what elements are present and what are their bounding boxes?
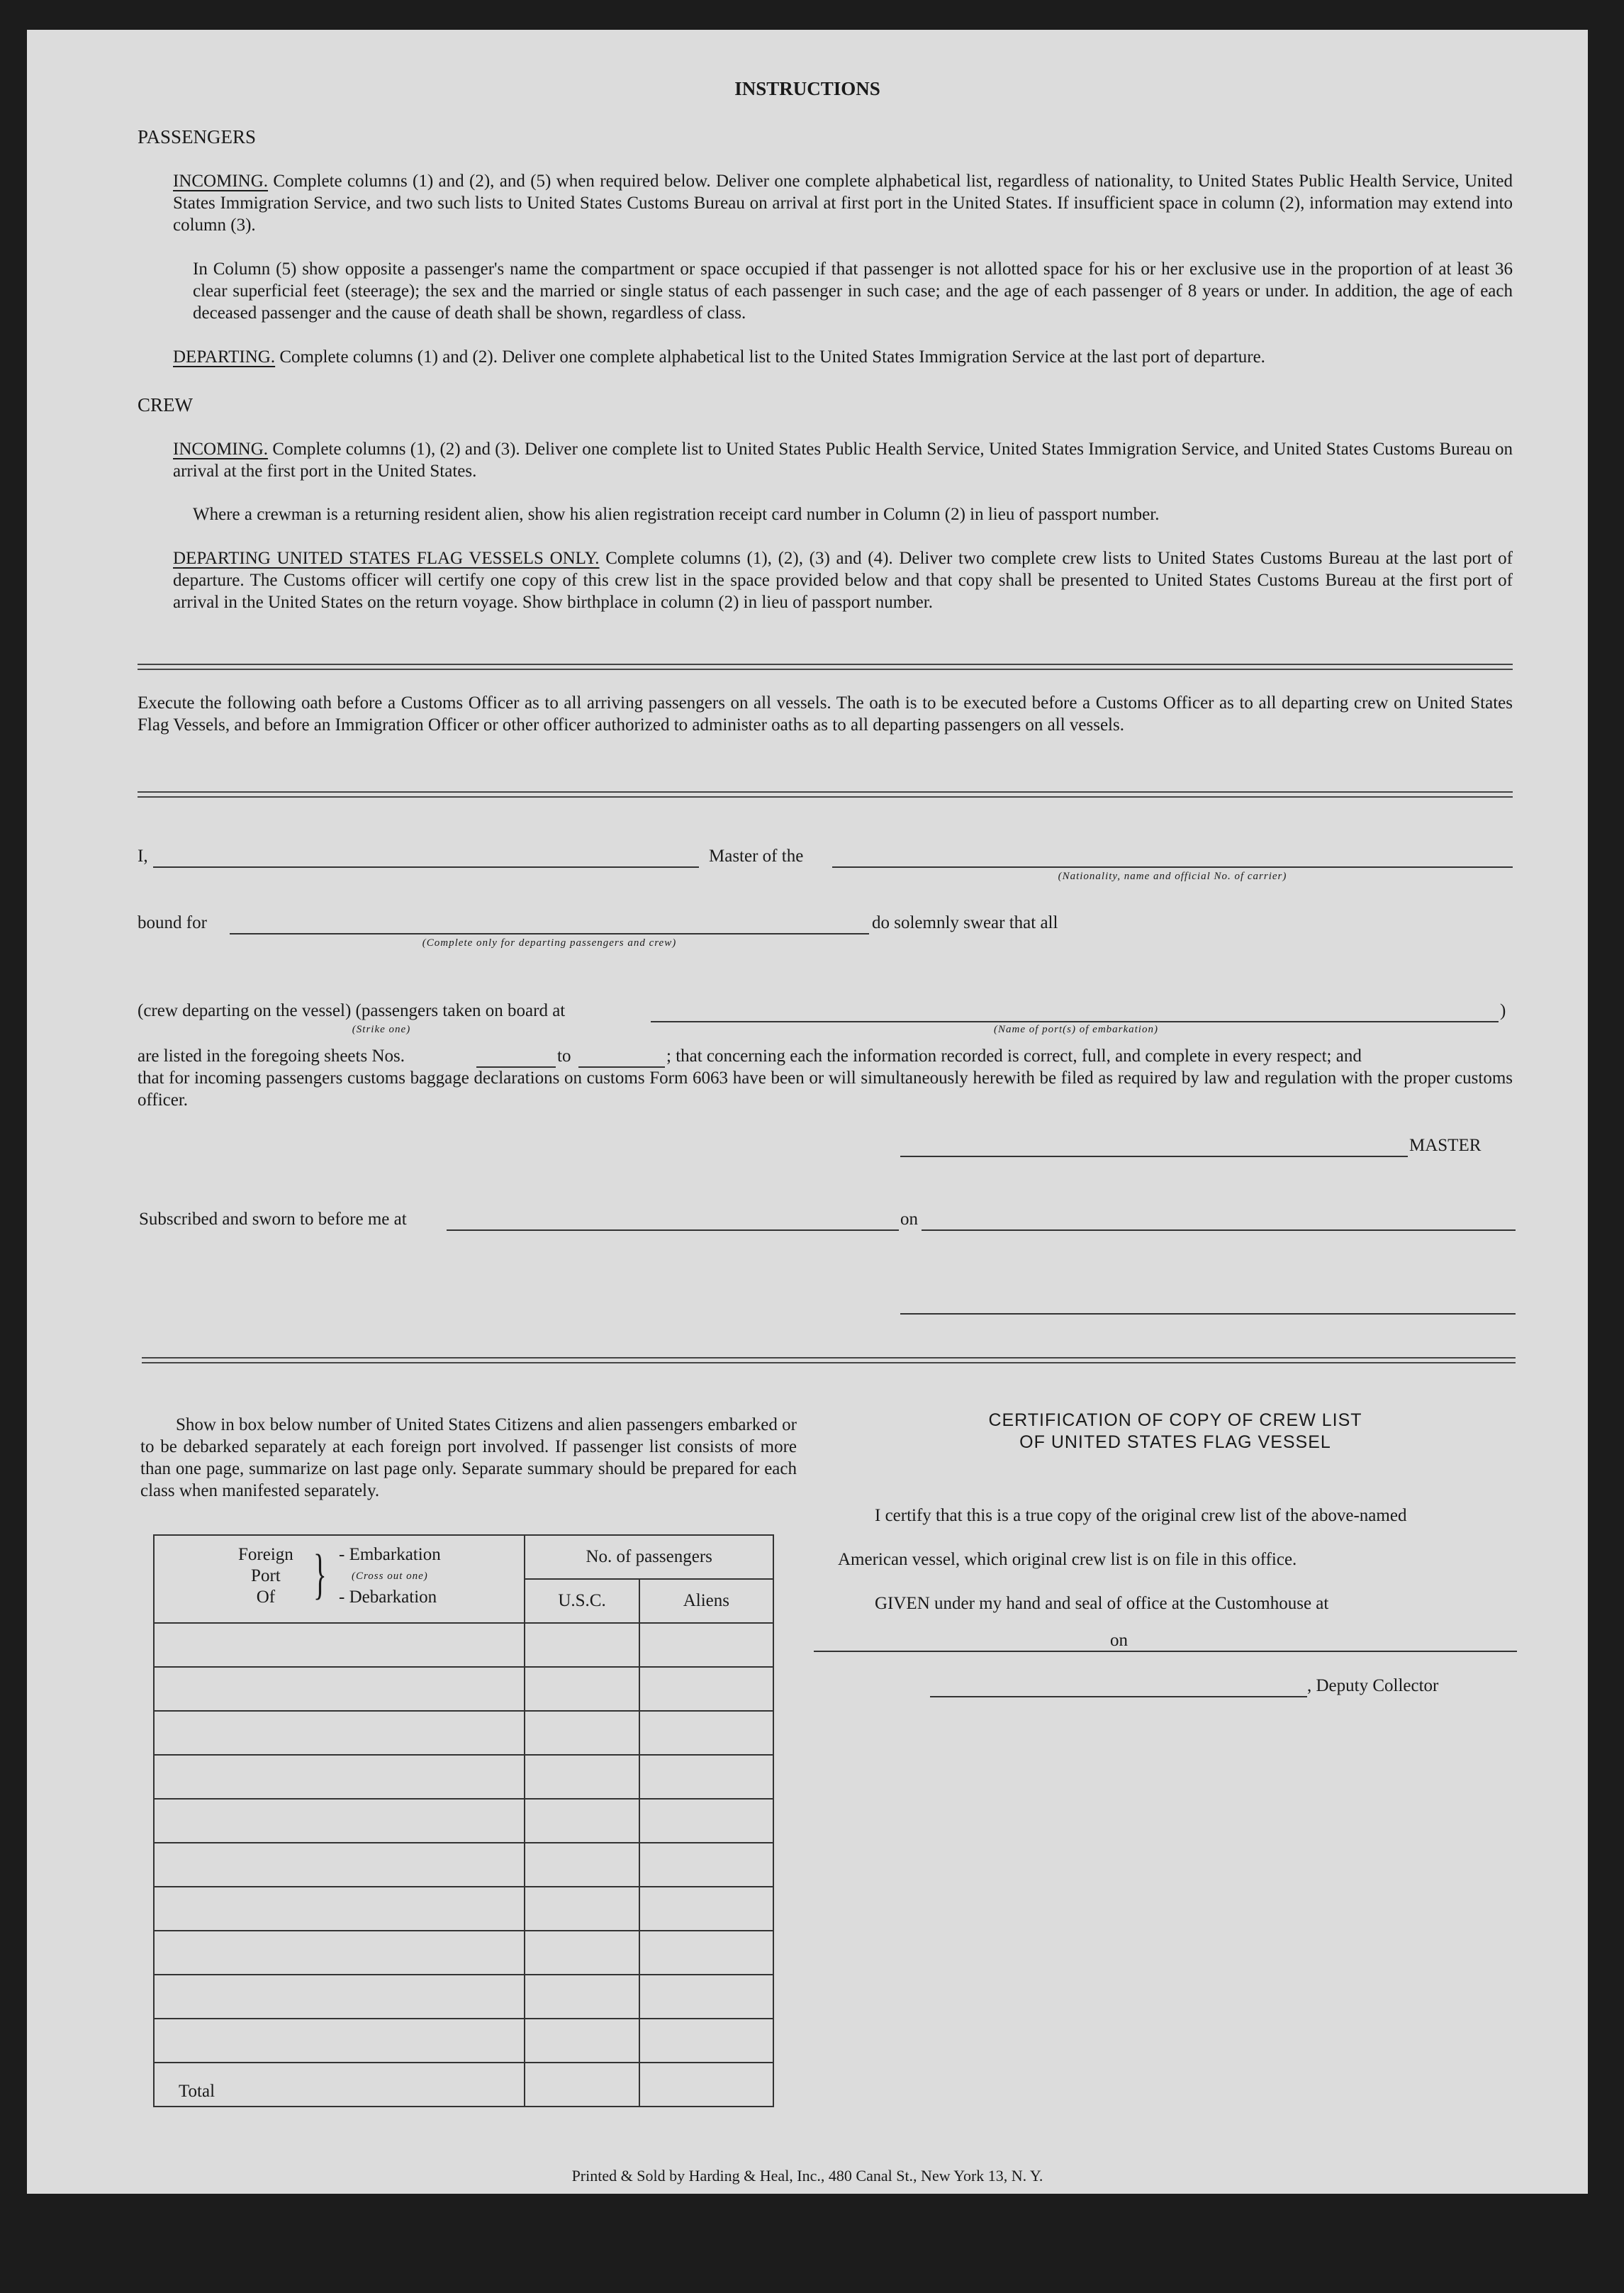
listed-rest: that for incoming passengers customs baggage declarations on customs Form 6063 have been or will simultaneously herewith be filed as required by law and regulation with the proper customs officer.: [138, 1069, 1513, 1110]
bound-for-label: bound for: [138, 913, 207, 932]
aliens-header: Aliens: [639, 1579, 773, 1623]
port-cell[interactable]: [154, 1711, 525, 1755]
customhouse-field[interactable]: [814, 1651, 1136, 1652]
usc-cell[interactable]: [525, 1887, 639, 1931]
crew-departing-label: DEPARTING UNITED STATES FLAG VESSELS ONLY.: [173, 549, 600, 568]
sworn-on-label: on: [900, 1210, 918, 1229]
passengers-heading: PASSENGERS: [138, 126, 257, 147]
port-cell[interactable]: [154, 1931, 525, 1975]
summary-instructions: Show in box below number of United States Citizens and alien passengers embarked or to be debarked separately at each foreign port involved. If passenger list consists of more than one page, summarize on last page only. Separate summary should be prepared for each class when manifested separately.: [140, 1415, 797, 1500]
table-row: [154, 1799, 773, 1843]
certify-line1: I certify that this is a true copy of the original crew list of the above-named: [875, 1506, 1407, 1525]
crew-incoming-label: INCOMING.: [173, 440, 269, 459]
passengers-departing-label: DEPARTING.: [173, 347, 276, 367]
crew-departing-paragraph: [173, 547, 1513, 613]
port-caption: (Name of port(s) of embarkation): [994, 1024, 1158, 1035]
usc-header: U.S.C.: [525, 1579, 639, 1623]
of-label: Of: [256, 1588, 276, 1607]
aliens-cell[interactable]: [639, 1755, 773, 1799]
sworn-place-field[interactable]: [447, 1229, 899, 1231]
table-row: [154, 1887, 773, 1931]
divider: [142, 1357, 1516, 1363]
crew-passengers-option: (crew departing on the vessel) (passengers taken on board at: [138, 1001, 566, 1020]
to-label: to: [557, 1047, 571, 1066]
usc-cell[interactable]: [525, 1667, 639, 1711]
embarkation-port-field[interactable]: [651, 1021, 1499, 1022]
sworn-date-field[interactable]: [922, 1229, 1516, 1231]
bound-for-field[interactable]: [230, 933, 869, 935]
aliens-cell[interactable]: [639, 1931, 773, 1975]
certify-line2: American vessel, which original crew list is on file in this office.: [838, 1550, 1297, 1569]
table-row: [154, 1667, 773, 1711]
brace-icon: }: [313, 1543, 327, 1605]
divider: [138, 664, 1513, 670]
passengers-column5-paragraph: In Column (5) show opposite a passenger's name the compartment or space occupied if that passenger is not allotted space for his or her exclusive use in the proportion of at least 36 clear superficial feet (steerage); the sex and the married or single status of each passenger in such case; and the age of each passenger of 8 years or under. In addition, the age of each deceased passenger and the cause of death shall be shown, regardless of class.: [193, 260, 1513, 323]
passengers-incoming-label: INCOMING.: [173, 172, 269, 191]
table-row: [154, 1843, 773, 1887]
aliens-cell[interactable]: [639, 2019, 773, 2063]
certification-title: [835, 1410, 1516, 1454]
usc-total-cell[interactable]: [525, 2063, 639, 2107]
aliens-cell[interactable]: [639, 1975, 773, 2019]
passengers-incoming-text: Complete columns (1) and (2), and (5) when required below. Deliver one complete alphabetical list, regardless of nationality, to United States Public Health Service, United States Immigration Service, and two such lists to United States Customs Bureau on arrival at first port in the United States. If insufficient space in column (2), information may extend into column (3).: [173, 172, 1513, 235]
aliens-cell[interactable]: [639, 1711, 773, 1755]
bound-for-caption: (Complete only for departing passengers and crew): [422, 937, 677, 949]
passengers-departing-text: Complete columns (1) and (2). Deliver one complete alphabetical list to the United States Immigration Service at the last port of departure.: [279, 347, 1265, 367]
passengers-incoming-paragraph: [173, 170, 1513, 236]
officer-signature-field[interactable]: [900, 1313, 1516, 1315]
subscribed-label: Subscribed and sworn to before me at: [139, 1210, 407, 1229]
oath-intro: Execute the following oath before a Customs Officer as to all arriving passengers on all vessels. The oath is to be executed before a Customs Officer as to all departing crew on United States Flag Vessels, and before an Immigration Officer or other officer authorized to administer oaths as to all departing passengers on all vessels.: [138, 693, 1513, 735]
divider: [138, 791, 1513, 798]
cross-out-caption: (Cross out one): [352, 1570, 428, 1582]
foreign-label: Foreign: [238, 1545, 293, 1564]
aliens-cell[interactable]: [639, 1799, 773, 1843]
usc-cell[interactable]: [525, 1843, 639, 1887]
port-cell[interactable]: [154, 1843, 525, 1887]
usc-cell[interactable]: [525, 2019, 639, 2063]
embarkation-label[interactable]: - Embarkation: [339, 1545, 441, 1564]
port-cell[interactable]: [154, 1755, 525, 1799]
usc-cell[interactable]: [525, 1623, 639, 1667]
certification-title-line2: OF UNITED STATES FLAG VESSEL: [1019, 1432, 1331, 1452]
usc-cell[interactable]: [525, 1755, 639, 1799]
crew-departing-text: Complete columns (1), (2), (3) and (4). Deliver two complete crew lists to United States Customs Bureau at the last port of departure. The Customs officer will certify one copy of this crew list in the space provided below and that copy shall be presented to United States Customs Bureau at the first port of arrival in the United States on the return voyage. Show birthplace in column (2) in lieu of passport number.: [173, 549, 1513, 612]
aliens-cell[interactable]: [639, 1667, 773, 1711]
page-title: INSTRUCTIONS: [734, 78, 880, 99]
total-label: Total: [154, 2063, 525, 2107]
usc-cell[interactable]: [525, 1931, 639, 1975]
port-cell[interactable]: [154, 1623, 525, 1667]
oath-i-label: I,: [138, 847, 148, 866]
usc-cell[interactable]: [525, 1975, 639, 2019]
debarkation-label[interactable]: - Debarkation: [339, 1588, 437, 1607]
strike-caption: (Strike one): [352, 1024, 411, 1035]
total-row: [154, 2063, 773, 2107]
crew-resident-paragraph: Where a crewman is a returning resident alien, show his alien registration receipt card number in Column (2) in lieu of passport number.: [193, 505, 1160, 524]
usc-cell[interactable]: [525, 1711, 639, 1755]
nationality-caption: (Nationality, name and official No. of carrier): [1058, 871, 1287, 882]
table-row: [154, 1975, 773, 2019]
aliens-cell[interactable]: [639, 1887, 773, 1931]
usc-cell[interactable]: [525, 1799, 639, 1843]
certification-title-line1: CERTIFICATION OF COPY OF CREW LIST: [988, 1410, 1362, 1430]
given-line: GIVEN under my hand and seal of office at the Customhouse at: [875, 1594, 1329, 1613]
deputy-collector-label: , Deputy Collector: [1307, 1676, 1439, 1695]
crew-heading: CREW: [138, 394, 193, 415]
port-header-cell: [154, 1535, 525, 1623]
certification-date-field[interactable]: [1131, 1651, 1517, 1652]
master-signature-field[interactable]: [900, 1156, 1408, 1157]
master-of-label: Master of the: [709, 847, 804, 866]
passengers-departing-paragraph: [173, 346, 1513, 368]
port-label: Port: [251, 1566, 281, 1585]
port-cell[interactable]: [154, 1667, 525, 1711]
table-row: [154, 1755, 773, 1799]
passenger-summary-table: [153, 1534, 774, 2107]
close-paren: ): [1500, 1001, 1506, 1020]
no-passengers-header: No. of passengers: [525, 1535, 773, 1579]
table-row: [154, 1623, 773, 1667]
crew-incoming-text: Complete columns (1), (2) and (3). Deliver one complete list to United States Public Health Service, United States Immigration Service, and United States Customs Bureau on arrival at the first port in the United States.: [173, 440, 1513, 481]
crew-incoming-paragraph: [173, 438, 1513, 482]
master-label: MASTER: [1409, 1136, 1482, 1155]
listed-prefix: are listed in the foregoing sheets Nos.: [138, 1047, 405, 1066]
deputy-signature-field[interactable]: [930, 1696, 1307, 1697]
swear-text: do solemnly swear that all: [872, 913, 1058, 932]
form-page: [27, 30, 1588, 2194]
master-name-field[interactable]: [153, 866, 699, 868]
table-row: [154, 1711, 773, 1755]
carrier-field[interactable]: [832, 866, 1513, 868]
port-cell[interactable]: [154, 1887, 525, 1931]
aliens-total-cell[interactable]: [639, 2063, 773, 2107]
printer-footer: Printed & Sold by Harding & Heal, Inc., 480 Canal St., New York 13, N. Y.: [571, 2167, 1043, 2185]
table-row: [154, 1931, 773, 1975]
table-row: [154, 2019, 773, 2063]
aliens-cell[interactable]: [639, 1623, 773, 1667]
certification-on-label: on: [1110, 1631, 1128, 1650]
port-cell[interactable]: [154, 2019, 525, 2063]
listed-suffix: ; that concerning each the information recorded is correct, full, and complete in every respect; and: [666, 1047, 1362, 1066]
port-cell[interactable]: [154, 1975, 525, 2019]
aliens-cell[interactable]: [639, 1843, 773, 1887]
port-cell[interactable]: [154, 1799, 525, 1843]
